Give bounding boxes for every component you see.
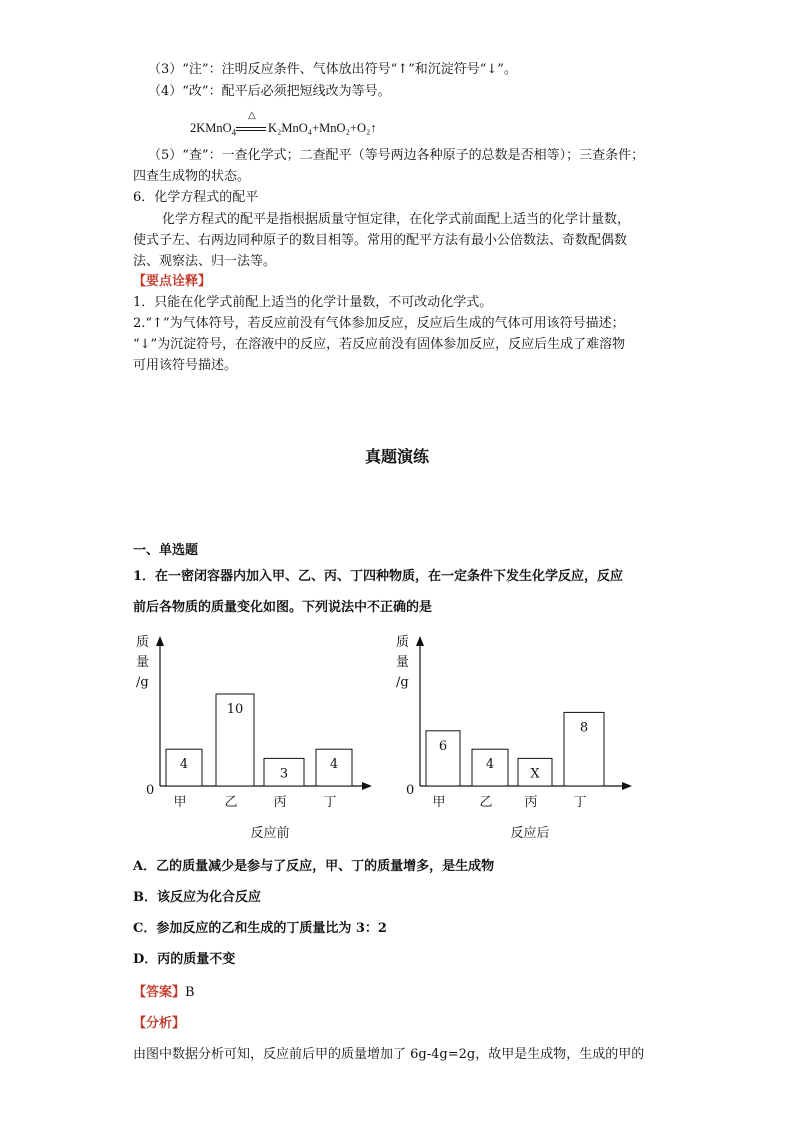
bar-value-label: 8	[579, 720, 589, 736]
analysis-text: 由图中数据分析可知，反应前后甲的质量增加了 6g-4g=2g，故甲是生成物，生成的甲的	[133, 1047, 645, 1062]
question-stem-cont: 前后各物质的质量变化如图。下列说法中不正确的是	[133, 600, 433, 615]
bar-value-label: 3	[279, 766, 289, 782]
y-axis-label: 质	[136, 635, 150, 650]
section-6-para-1: 化学方程式的配平是指根据质量守恒定律，在化学式前面配上适当的化学计量数，	[162, 212, 631, 227]
equals-line-top	[236, 127, 266, 128]
note-zhu: （3）“注”：注明反应条件、气体放出符号“↑”和沉淀符号“↓”。	[148, 62, 517, 77]
note-cha-cont: 四查生成物的状态。	[133, 169, 251, 184]
bar-value-label: 4	[329, 757, 339, 773]
y-axis-arrow-icon	[416, 636, 424, 646]
category-label: 乙	[224, 795, 238, 810]
section-title: 真题演练	[364, 447, 429, 466]
equation	[190, 118, 236, 143]
chart-title: 反应后	[510, 826, 550, 841]
bar-value-label: X	[530, 766, 540, 782]
question-type: 一、单选题	[133, 543, 199, 558]
bar-value-label: 4	[485, 757, 495, 773]
option-c[interactable]: C．参加反应的乙和生成的丁质量比为 3：2	[133, 921, 387, 936]
equals-line-bottom	[236, 130, 266, 131]
bar-value-label: 10	[226, 702, 244, 717]
answer	[133, 983, 195, 1003]
y-axis-label: /g	[136, 675, 149, 690]
equation-reactant: 2KMnO	[190, 121, 232, 135]
x-axis-arrow-icon	[362, 782, 372, 790]
equation-subscript: 4	[231, 127, 237, 138]
note-cha: （5）“查”：一查化学式；二查配平（等号两边各种原子的总数是否相等）；三查条件；	[148, 148, 645, 163]
category-label: 甲	[173, 795, 187, 810]
section-6-para-3: 法、观察法、归一法等。	[133, 254, 277, 269]
origin-label: 0	[146, 783, 155, 798]
chart-before	[130, 628, 380, 843]
category-label: 乙	[479, 795, 493, 810]
equation-products: K₂MnO₄+MnO₂+O₂↑	[268, 121, 377, 135]
y-axis-label: 质	[396, 635, 410, 650]
question-stem: 1．在一密闭容器内加入甲、乙、丙、丁四种物质，在一定条件下发生化学反应，反应	[133, 569, 624, 584]
bar-value-label: 4	[179, 757, 189, 773]
option-d[interactable]: D．丙的质量不变	[133, 952, 236, 967]
y-axis-arrow-icon	[156, 636, 164, 646]
option-b[interactable]: B．该反应为化合反应	[133, 890, 261, 905]
origin-label: 0	[406, 783, 415, 798]
note-gai: （4）“改”：配平后必须把短线改为等号。	[148, 84, 391, 99]
answer-value: B	[185, 985, 195, 1000]
chart-after	[390, 628, 640, 843]
analysis-label: 【分析】	[133, 1016, 186, 1031]
y-axis-label: 量	[136, 655, 150, 670]
heat-condition-icon: △	[248, 110, 256, 121]
key-point-2-cont: “↓”为沉淀符号，在溶液中的反应，若反应前没有固体参加反应，反应后生成了难溶物	[133, 337, 626, 352]
answer-label: 【答案】	[133, 985, 186, 1000]
category-label: 甲	[432, 795, 446, 810]
x-axis-arrow-icon	[622, 782, 632, 790]
key-point-1: 1．只能在化学式前配上适当的化学计量数，不可改动化学式。	[133, 295, 493, 310]
y-axis-label: /g	[396, 675, 409, 690]
category-label: 丁	[573, 795, 587, 810]
section-6-heading: 6．化学方程式的配平	[133, 190, 259, 205]
category-label: 丙	[273, 795, 287, 810]
key-points-label: 【要点诠释】	[133, 274, 212, 289]
y-axis-label: 量	[396, 655, 410, 670]
key-point-2-end: 可用该符号描述。	[133, 358, 238, 373]
chart-title: 反应前	[250, 826, 290, 841]
option-a[interactable]: A．乙的质量减少是参与了反应，甲、丁的质量增多，是生成物	[133, 859, 495, 874]
section-6-para-2: 使式子左、右两边同种原子的数目相等。常用的配平方法有最小公倍数法、奇数配偶数	[133, 233, 628, 248]
category-label: 丁	[323, 795, 337, 810]
key-point-2: 2.“↑”为气体符号，若反应前没有气体参加反应，反应后生成的气体可用该符号描述；	[133, 316, 625, 331]
bar-value-label: 6	[438, 738, 448, 754]
category-label: 丙	[524, 795, 538, 810]
